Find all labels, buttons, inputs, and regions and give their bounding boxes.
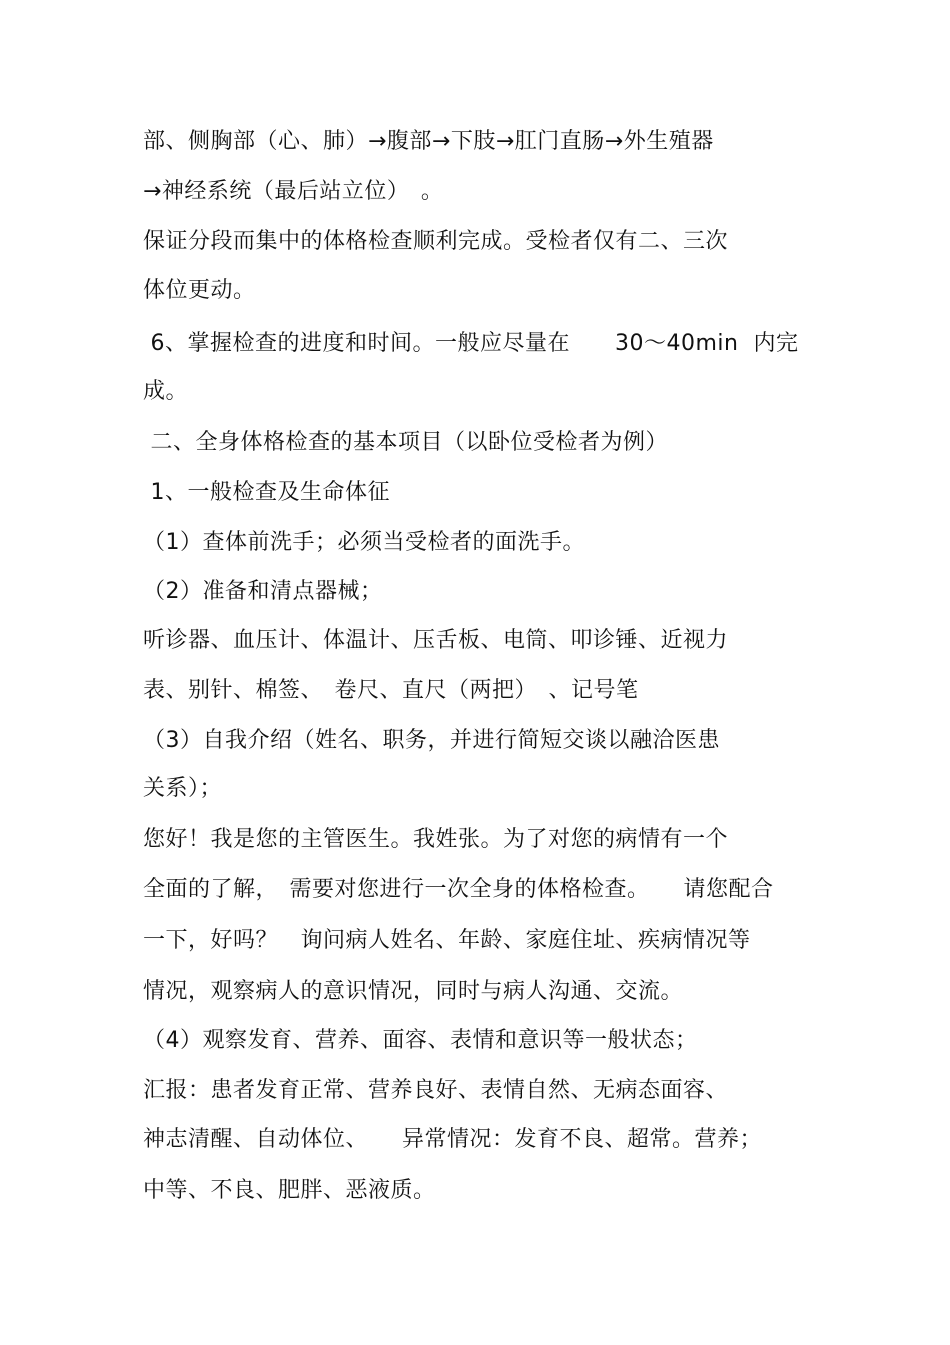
section-heading: 二、全身体格检查的基本项目（以卧位受检者为例） <box>143 430 668 455</box>
text-line: 全面的了解， 需要对您进行一次全身的体格检查。 请您配合 <box>143 877 774 902</box>
text-line: 表、别针、棉签、 卷尺、直尺（两把） 、记号笔 <box>143 678 639 703</box>
text-line: 6、掌握检查的进度和时间。一般应尽量在 30～40min 内完 <box>143 331 799 356</box>
text-line: （1）查体前洗手；必须当受检者的面洗手。 <box>143 530 585 555</box>
text-line: 您好！我是您的主管医生。我姓张。为了对您的病情有一个 <box>143 827 729 852</box>
text-line: 情况，观察病人的意识情况，同时与病人沟通、交流。 <box>143 979 684 1004</box>
text-line: 汇报：患者发育正常、营养良好、表情自然、无病态面容、 <box>143 1078 729 1103</box>
text-line: （2）准备和清点器械； <box>143 579 383 604</box>
text-line: （4）观察发育、营养、面容、表情和意识等一般状态； <box>143 1028 698 1053</box>
text-line: （3）自我介绍（姓名、职务，并进行简短交谈以融洽医患 <box>143 728 720 753</box>
text-line: 体位更动。 <box>143 278 256 303</box>
text-line: 部、侧胸部（心、肺）→腹部→下肢→肛门直肠→外生殖器 <box>143 129 714 154</box>
text-line: 关系）； <box>143 776 223 801</box>
text-line: 保证分段而集中的体格检查顺利完成。受检者仅有二、三次 <box>143 229 729 254</box>
subsection-heading: 1、一般检查及生命体征 <box>143 480 390 505</box>
text-line: 一下，好吗？ 询问病人姓名、年龄、家庭住址、疾病情况等 <box>143 928 751 953</box>
text-line: →神经系统（最后站立位） 。 <box>143 179 444 204</box>
text-line: 听诊器、血压计、体温计、压舌板、电筒、叩诊锤、近视力 <box>143 628 729 653</box>
text-line: 中等、不良、肥胖、恶液质。 <box>143 1178 436 1203</box>
text-line: 神志清醒、自动体位、 异常情况：发育不良、超常。营养； <box>143 1127 763 1152</box>
text-line: 成。 <box>143 379 189 404</box>
